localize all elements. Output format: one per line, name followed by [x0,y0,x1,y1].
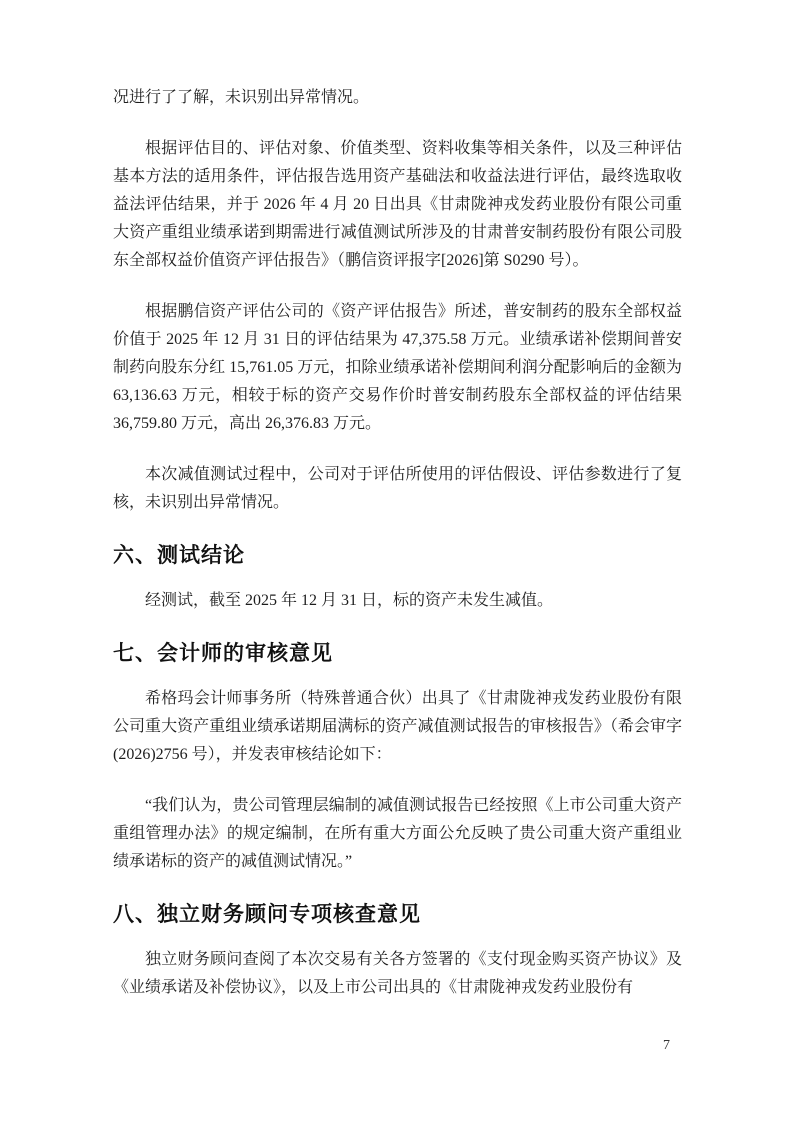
para-advisor-review: 独立财务顾问查阅了本次交易有关各方签署的《支付现金购买资产协议》及《业绩承诺及补偿协议》，以及上市公司出具的《甘肃陇神戎发药业股份有 [113,951,682,996]
para-test-conclusion: 经测试，截至 2025 年 12 月 31 日，标的资产未发生减值。 [145,592,554,609]
para-assumption-review: 本次减值测试过程中，公司对于评估所使用的评估假设、评估参数进行了复核，未识别出异常情况。 [113,466,682,511]
para-continuation: 况进行了了解，未识别出异常情况。 [113,89,370,106]
para-valuation-result: 根据鹏信资产评估公司的《资产评估报告》所述，普安制药的股东全部权益价值于 2025 年 12 月 31 日的评估结果为 47,375.58 万元。业绩承诺补偿期间普安制药向股东分红 15,761.05 万元，扣除业绩承诺补偿期间利润分配影响后的金额为 63,136.63 万元，相较于标的资产交易作价时普安制药股东全部权益的评估结果 36,759.80 万元，高出 26,376.83 万元。 [113,303,682,432]
para-valuation-method: 根据评估目的、评估对象、价值类型、资料收集等相关条件，以及三种评估基本方法的适用条件，评估报告选用资产基础法和收益法进行评估，最终选取收益法评估结果，并于 2026 年 4 月 20 日出具《甘肃陇神戎发药业股份有限公司重大资产重组业绩承诺到期需进行减值测试所涉及的甘肃普安制药股份有限公司股东全部权益价值资产评估报告》（鹏信资评报字[2026]第 S0290 号）。 [113,140,682,269]
page-number: 7 [663,1038,670,1053]
heading-section-7-accountant-opinion: 七、会计师的审核意见 [113,642,333,665]
heading-section-6-test-conclusion: 六、测试结论 [113,544,245,567]
para-accountant-report: 希格玛会计师事务所（特殊普通合伙）出具了《甘肃陇神戎发药业股份有限公司重大资产重组业绩承诺期届满标的资产减值测试报告的审核报告》（希会审字(2026)2756 号），并发表审核结论如下： [113,690,682,763]
heading-section-8-advisor-opinion: 八、独立财务顾问专项核查意见 [113,903,421,926]
para-accountant-opinion-quote: “我们认为，贵公司管理层编制的减值测试报告已经按照《上市公司重大资产重组管理办法》的规定编制，在所有重大方面公允反映了贵公司重大资产重组业绩承诺标的资产的减值测试情况。” [113,797,682,870]
